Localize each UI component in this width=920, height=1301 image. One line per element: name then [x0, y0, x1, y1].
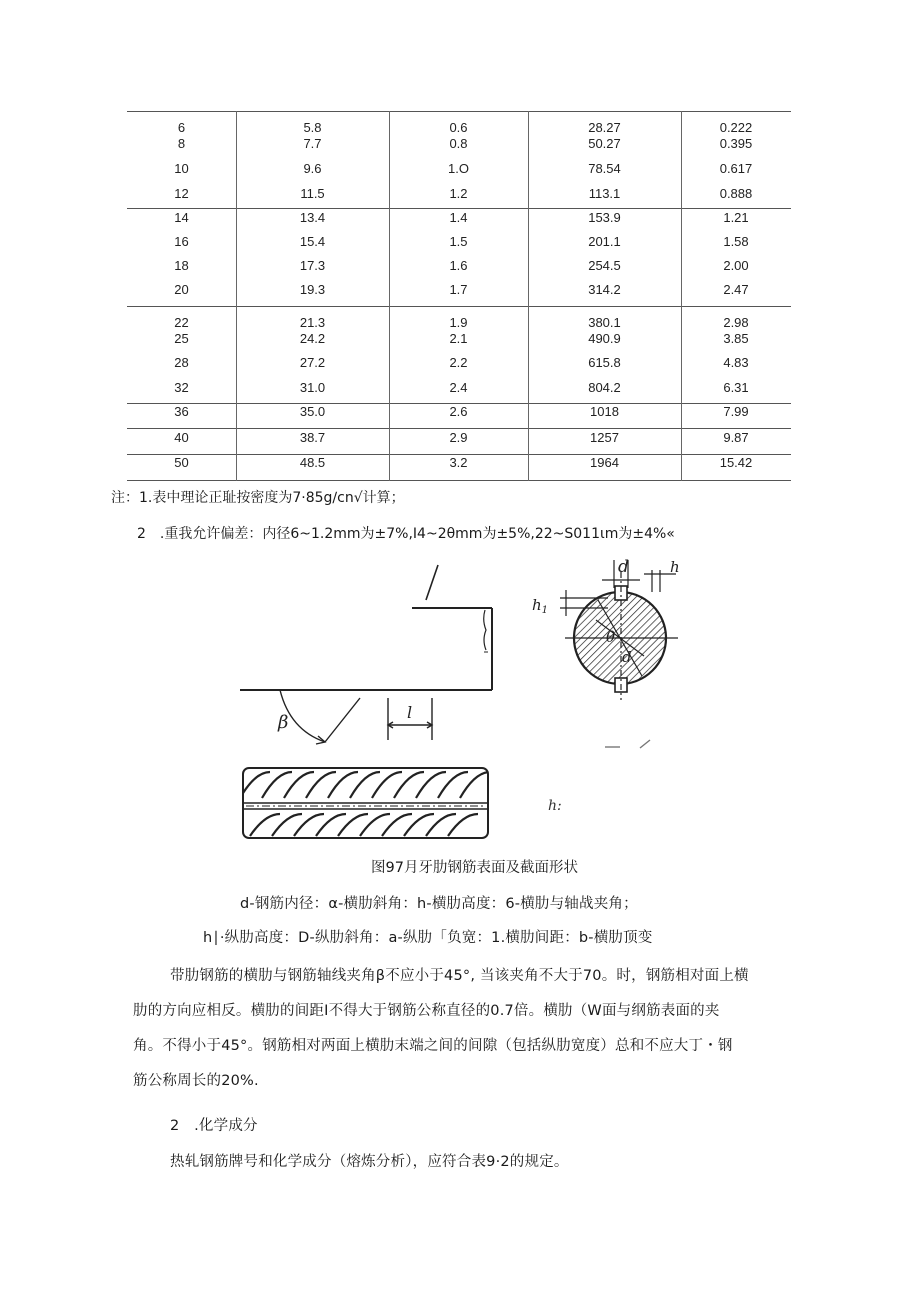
table-cell: 8	[177, 136, 186, 151]
table-cell: 36	[174, 404, 189, 419]
table-cell: 0.8	[449, 136, 468, 151]
table-cell: 21.3	[299, 315, 326, 330]
faint-mark	[640, 740, 650, 748]
table-cell: 0.395	[719, 136, 753, 151]
table-cell: 40	[174, 430, 189, 445]
table-cell: 28.27	[588, 120, 621, 135]
table-cell: 0.888	[719, 186, 753, 201]
table-cell: 2.4	[449, 380, 468, 395]
table-cell: 1.58	[723, 234, 749, 249]
figure-legend-line-1: d-钢筋内径：α-横肋斜角：h-横肋高度：6-横肋与轴战夹角；	[240, 896, 638, 912]
table-cell: 6.31	[723, 380, 749, 395]
table-cell: 16	[174, 234, 189, 249]
h-label: h	[670, 558, 680, 576]
table-cell: 17.3	[299, 258, 326, 273]
table-note-2: 2 .重我允许偏差：内径6~1.2mm为±7%,I4~2θmm为±5%,22~S011ιm为±4%«	[137, 526, 675, 542]
table-cell: 1.7	[449, 282, 468, 297]
section-text: 热轧钢筋牌号和化学成分（熔炼分析），应符合表9·2的规定。	[170, 1154, 569, 1170]
paragraph-line-4: 筋公称周长的20%.	[133, 1073, 259, 1089]
table-cell: 12	[174, 186, 189, 201]
table-cell: 4.83	[723, 355, 749, 370]
table-cell: 38.7	[299, 430, 326, 445]
table-cell: 1257	[590, 430, 619, 445]
table-cell: 1.4	[449, 210, 468, 225]
cross-section-drawing	[560, 560, 678, 700]
table-cell: 490.9	[588, 331, 621, 346]
table-cell: 11.5	[300, 186, 325, 201]
figure-legend-line-2: h∣·纵肋高度：D-纵肋斜角：a-纵肋「负宽：1.横肋间距：b-横肋顶变	[203, 930, 653, 946]
table-cell: 201.1	[588, 234, 621, 249]
table-cell: 14	[174, 210, 189, 225]
table-cell: 9.6	[303, 161, 322, 176]
rib-profile-drawing	[240, 608, 492, 690]
table-note-1: 注：1.表中理论正耻按密度为7·85g∕cn√计算；	[111, 490, 405, 506]
table-cell: 19.3	[299, 282, 326, 297]
table-cell: 15.42	[719, 455, 753, 470]
table-cell: 13.4	[299, 210, 326, 225]
table-cell: 32	[174, 380, 189, 395]
table-cell: 78.54	[588, 161, 621, 176]
table-cell: 28	[174, 355, 189, 370]
table-cell: 1.21	[723, 210, 749, 225]
table-cell: 1.6	[449, 258, 468, 273]
table-cell: 2.2	[449, 355, 468, 370]
table-cell: 3.85	[723, 331, 749, 346]
table-cell: 10	[174, 161, 189, 176]
beta-label: β	[278, 712, 289, 733]
table-cell: 3.2	[449, 455, 468, 470]
d-label: d	[618, 557, 629, 577]
table-cell: 1.O	[448, 161, 469, 176]
table-cell: 2.1	[449, 331, 468, 346]
paragraph-line-2: 肋的方向应相反。横肋的间距I不得大于钢筋公称直径的0.7倍。横肋（W面与纲筋表面的夹	[133, 1003, 720, 1019]
table-cell: 22	[174, 315, 189, 330]
paragraph-line-1: 带肋钢筋的横肋与钢筋轴线夹角β不应小于45°, 当该夹角不大于70。时，钢筋相对面上横	[170, 968, 749, 984]
table-cell: 50	[174, 455, 189, 470]
d-center-label: d	[622, 648, 632, 666]
table-cell: 1964	[590, 455, 619, 470]
table-cell: 20	[174, 282, 189, 297]
sketch-stroke	[426, 565, 438, 600]
table-rule	[127, 306, 791, 307]
table-cell: 0.617	[719, 161, 753, 176]
table-cell: 50.27	[588, 136, 621, 151]
table-cell: 2.00	[723, 258, 749, 273]
table-cell: 24.2	[299, 331, 326, 346]
table-rule	[127, 428, 791, 429]
table-cell: 9.87	[723, 430, 749, 445]
table-cell: 27.2	[299, 355, 326, 370]
table-cell: 31.0	[299, 380, 326, 395]
table-cell: 48.5	[299, 455, 326, 470]
table-rule	[127, 480, 791, 481]
section-heading: 2 .化学成分	[170, 1118, 258, 1134]
table-cell: 2.47	[723, 282, 749, 297]
table-cell: 15.4	[299, 234, 326, 249]
theta-label: θ	[606, 628, 616, 646]
h1-label: $h_1$	[532, 596, 549, 616]
table-cell: 254.5	[588, 258, 621, 273]
figure-caption: 图97月牙肋钢筋表面及截面形状	[371, 860, 578, 876]
table-cell: 2.9	[449, 430, 468, 445]
table-cell: 2.98	[723, 315, 749, 330]
table-cell: 804.2	[588, 380, 621, 395]
table-cell: 25	[174, 331, 189, 346]
table-cell: 615.8	[588, 355, 621, 370]
rebar-data-table	[127, 111, 791, 481]
paragraph-line-3: 角。不得小于45°。钢筋相对两面上横肋末端之间的间隙（包括纵肋宽度）总和不应大丁・钢	[133, 1038, 733, 1054]
angle-dimension	[280, 690, 360, 744]
table-cell: 153.9	[588, 210, 621, 225]
table-cell: 380.1	[588, 315, 621, 330]
table-rule	[127, 208, 791, 209]
table-cell: 18	[174, 258, 189, 273]
table-cell: 7.7	[303, 136, 322, 151]
table-rule	[127, 111, 791, 112]
table-cell: 314.2	[588, 282, 621, 297]
table-cell: 1018	[590, 404, 619, 419]
ribbed-bar-drawing	[240, 768, 490, 838]
table-cell: 1.5	[449, 234, 468, 249]
table-cell: 7.99	[723, 404, 749, 419]
l-label: l	[407, 703, 413, 722]
table-cell: 2.6	[449, 404, 468, 419]
rebar-figure	[230, 550, 700, 860]
table-cell: 5.8	[303, 120, 322, 135]
table-cell: 35.0	[299, 404, 326, 419]
table-cell: 0.222	[719, 120, 753, 135]
table-cell: 1.2	[449, 186, 468, 201]
table-cell: 0.6	[449, 120, 468, 135]
table-cell: 6	[177, 120, 186, 135]
h-side-label: h:	[548, 798, 562, 814]
table-cell: 1.9	[449, 315, 468, 330]
table-cell: 113.1	[588, 186, 621, 201]
